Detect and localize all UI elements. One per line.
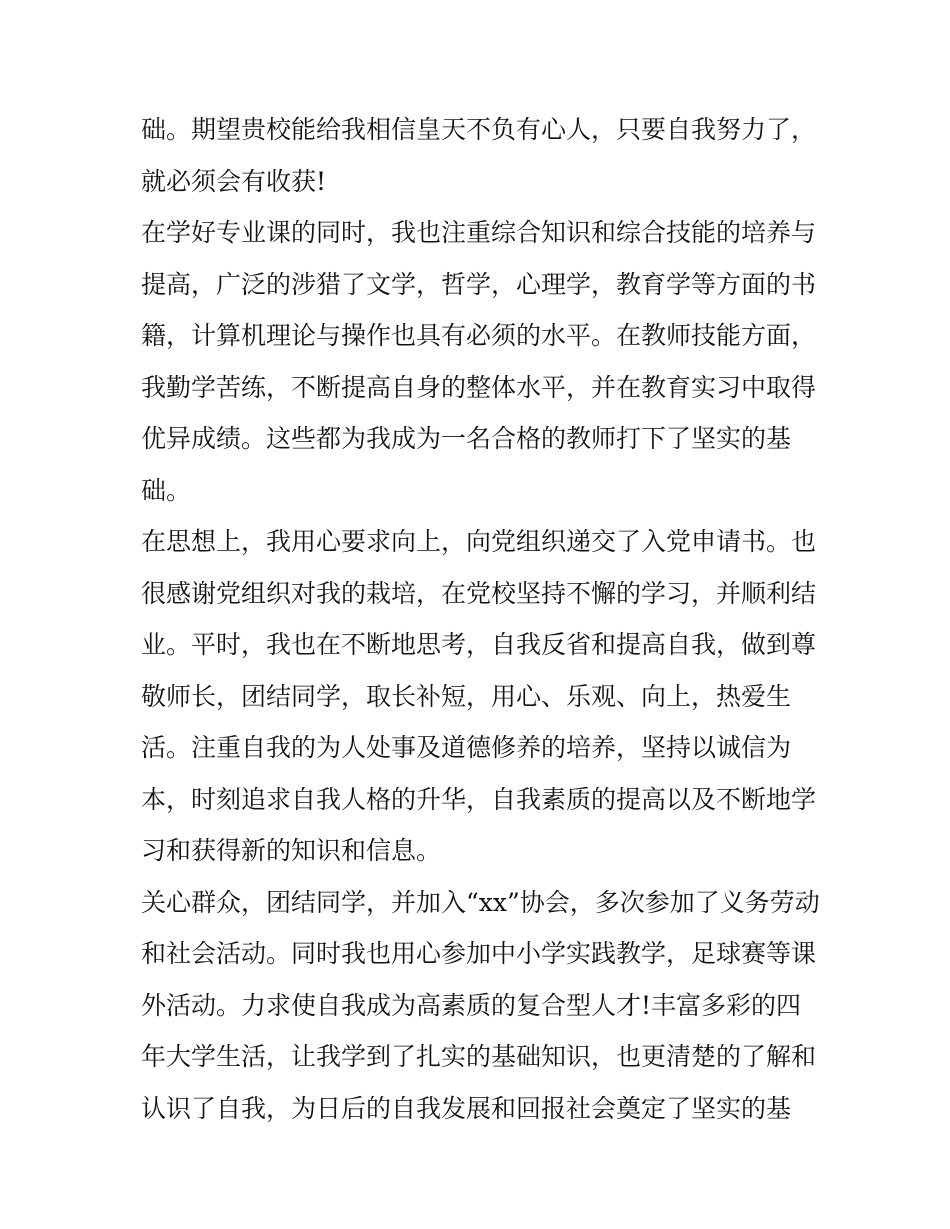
text-line: 敬师长，团结同学，取长补短，用心、乐观、向上，热爱生 (141, 681, 792, 711)
text-line: 和社会活动。同时我也用心参加中小学实践教学，足球赛等课 (141, 939, 817, 968)
text-line: 础。 (141, 475, 192, 505)
text-line: 很感谢党组织对我的栽培，在党校坚持不懈的学习，并顺利结 (141, 578, 817, 608)
text-line: 我勤学苦练，不断提高自身的整体水平，并在教育实习中取得 (141, 372, 817, 402)
text-line: 关心群众，团结同学，并加入“xx”协会，多次参加了义务劳动 (141, 887, 820, 917)
text-line: 优异成绩。这些都为我成为一名合格的教师打下了坚实的基 (141, 424, 792, 453)
text-line: 认识了自我，为日后的自我发展和回报社会奠定了坚实的基 (141, 1093, 792, 1123)
text-line: 在学好专业课的同时，我也注重综合知识和综合技能的培养与 (141, 218, 817, 247)
text-line: 本，时刻追求自我人格的升华，自我素质的提高以及不断地学 (141, 784, 817, 814)
text-line: 础。期望贵校能给我相信皇天不负有心人，只要自我努力了， (141, 115, 817, 144)
text-line: 习和获得新的知识和信息。 (141, 836, 442, 865)
text-line: 籍，计算机理论与操作也具有必须的水平。在教师技能方面， (141, 321, 817, 350)
text-line: 在思想上，我用心要求向上，向党组织递交了入党申请书。也 (141, 527, 817, 556)
text-line: 提高，广泛的涉猎了文学，哲学，心理学，教育学等方面的书 (141, 269, 817, 299)
text-line: 外活动。力求使自我成为高素质的复合型人才!丰富多彩的四 (141, 990, 802, 1020)
text-line: 活。注重自我的为人处事及道德修养的培养，坚持以诚信为 (141, 733, 792, 762)
text-line: 年大学生活，让我学到了扎实的基础知识，也更清楚的了解和 (141, 1042, 817, 1071)
text-line: 业。平时，我也在不断地思考，自我反省和提高自我，做到尊 (141, 630, 817, 659)
text-line: 就必须会有收获! (141, 166, 327, 196)
body-text (141, 104, 821, 1134)
